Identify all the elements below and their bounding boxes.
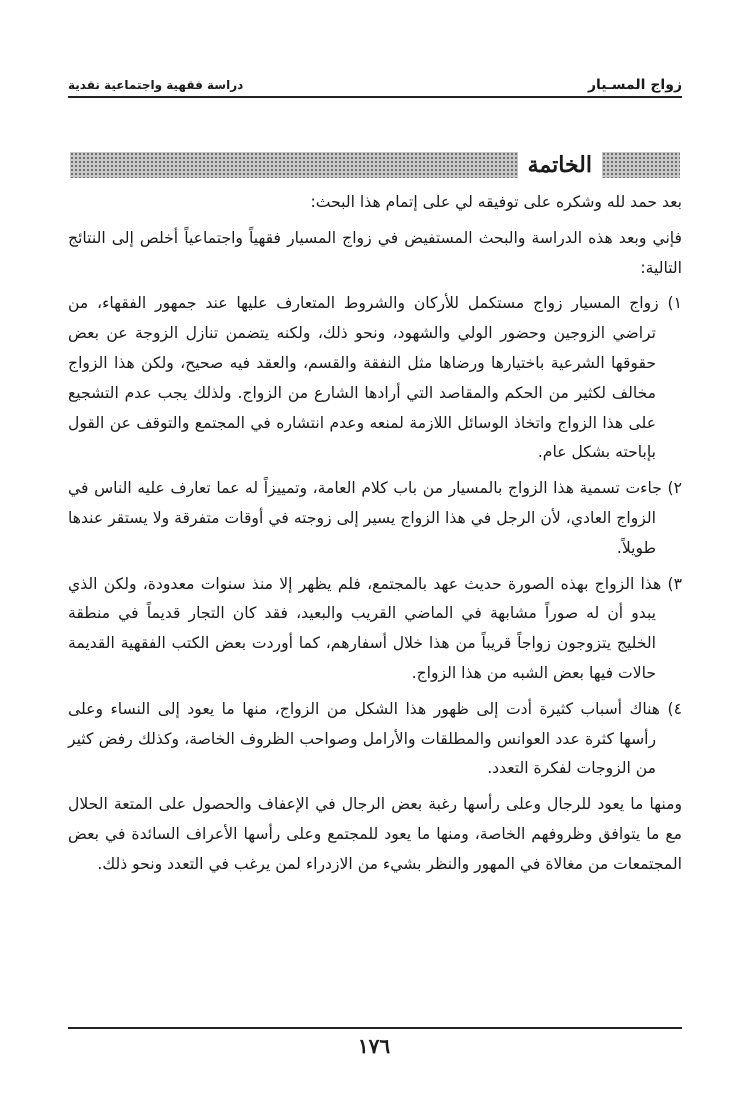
heading-ornament-left: [70, 152, 518, 178]
result-item-4: ٤) هناك أسباب كثيرة أدت إلى ظهور هذا الشكل من الزواج، منها ما يعود إلى النساء وعلى رأسها كثرة عدد العوانس والمطلقات والأرامل وصواحب الظروف الخاصة، وكذلك رفض كثير من الزوجات لفكرة التعدد.: [68, 699, 682, 778]
result-item-3: ٣) هذا الزواج بهذه الصورة حديث عهد بالمجتمع، فلم يظهر إلا منذ سنوات معدودة، ولكن الذي يبدو أن له صوراً مشابهة في الماضي القريب والبعيد، فقد كان التجار قديماً في منطقة الخليج يتزوجون زواجاً قريباً من هذا خلال أسفارهم، كما أوردت بعض الكتب الفقهية القديمة حالات فيها بعض الشبه من هذا الزواج.: [68, 574, 682, 682]
running-header: [68, 66, 682, 98]
section-title: الخاتمة: [527, 152, 592, 178]
book-title: زواج المسـيار: [587, 77, 682, 93]
footer-rule: [68, 1027, 682, 1029]
section-heading: [70, 148, 680, 182]
intro-paragraph: بعد حمد لله وشكره على توفيقه لي على إتمام هذا البحث:: [310, 193, 682, 211]
heading-ornament-right: [602, 152, 680, 178]
result-item-1: ١) زواج المسيار زواج مستكمل للأركان والشروط المتعارف عليها عند جمهور الفقهاء، من تراضي الزوجين وحضور الولي والشهود، ونحو ذلك، ولكنه يتضمن تنازل الزوجة عن بعض حقوقها الشرعية باختيارها ورضاها مثل النفقة والقسم، والعقد فيه صحيح، ولكن هذا الزواج مخالف لكثير من الحكم والمقاصد التي أرادها الشارع من الزواج. ولذلك يجب عدم التشجيع على هذا الزواج واتخاذ الوسائل اللازمة لمنعه وعدم انتشاره في المجتمع والتوقف عن القول بإباحته بشكل عام.: [68, 294, 682, 462]
book-subtitle: دراسة فقهية واجتماعية نقدية: [68, 78, 244, 92]
page-number: ١٧٦: [357, 1034, 391, 1058]
body-text: [68, 188, 682, 886]
result-item-2: ٢) جاءت تسمية هذا الزواج بالمسيار من باب كلام العامة، وتمييزاً له عما تعارف عليه الناس في الزواج العادي، لأن الرجل في هذا الزواج يسير إلى زوجته في أوقات متفرقة ولا يستقر عندها طويلاً.: [68, 479, 682, 557]
closing-paragraph: ومنها ما يعود للرجال وعلى رأسها رغبة بعض الرجال في الإعفاف والحصول على المتعة الحلال مع ما يتوافق وظروفهم الخاصة، ومنها ما يعود للمجتمع وعلى رأسها الأعراف السائدة في بعض المجتمعات من مغالاة في المهور والنظر بشيء من الازدراء لمن يرغب في التعدد ونحو ذلك.: [68, 795, 682, 873]
lead-paragraph: فإني وبعد هذه الدراسة والبحث المستفيض في زواج المسيار فقهياً واجتماعياً أخلص إلى النتائج التالية:: [68, 228, 682, 277]
